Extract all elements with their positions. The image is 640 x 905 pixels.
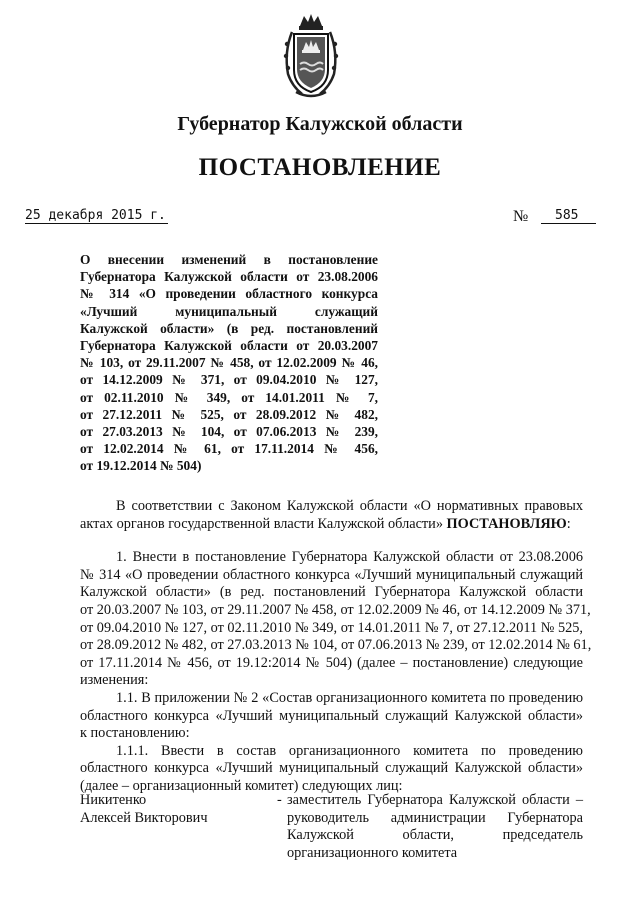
document-number-label: № xyxy=(513,208,529,225)
member-name xyxy=(80,792,208,827)
member-position-line: организационного комитета xyxy=(287,844,458,861)
heading-line: О внесении изменений в постановление xyxy=(80,252,378,267)
item-1-1-1-line: (далее – организационный комитет) следующих лиц: xyxy=(80,777,403,794)
heading-line: Губернатора Калужской области от 20.03.2007 xyxy=(80,337,378,353)
coat-of-arms-icon xyxy=(282,12,340,100)
item-1-1-line: областного конкурса «Лучший муниципальный служащий Калужской области» xyxy=(80,707,583,724)
decree-word: ПОСТАНОВЛЯЮ xyxy=(446,515,567,532)
preamble-colon: : xyxy=(566,515,571,532)
document-date: 25 декабря 2015 г. xyxy=(25,208,166,223)
heading-line: Калужской области» (в ред. постановлений xyxy=(80,320,378,336)
member-dash: - xyxy=(277,792,282,808)
item-1-line: изменения: xyxy=(80,672,149,689)
member-surname: Никитенко xyxy=(80,792,147,808)
preamble-line xyxy=(80,516,583,534)
member-given-names: Алексей Викторович xyxy=(80,809,208,826)
item-1-line: № 314 «О проведении областного конкурса «Лучший муниципальный служащий xyxy=(80,566,583,583)
item-1-1-line: 1.1. В приложении № 2 «Состав организационного комитета по проведению xyxy=(116,689,583,706)
item-1-1-1-line: областного конкурса «Лучший муниципальный служащий Калужской области» xyxy=(80,760,583,777)
heading-line: от 27.12.2011 № 525, от 28.09.2012 № 482, xyxy=(80,406,378,422)
member-position-line: заместитель Губернатора Калужской области – xyxy=(287,792,583,808)
heading-line: от 02.11.2010 № 349, от 14.01.2011 № 7, xyxy=(80,389,378,405)
item-1-line: от 28.09.2012 № 482, от 27.03.2013 № 104, от 07.06.2013 № 239, от 12.02.2014 № 61, xyxy=(80,637,592,654)
item-1-line: 1. Внести в постановление Губернатора Калужской области от 23.08.2006 xyxy=(116,549,583,566)
item-1-1-line: к постановлению: xyxy=(80,725,190,742)
heading-line: «Лучший муниципальный служащий xyxy=(80,303,378,319)
governor-title: Губернатор Калужской области xyxy=(177,113,463,135)
item-1-line: от 20.03.2007 № 103, от 29.11.2007 № 458, от 12.02.2009 № 46, от 14.12.2009 № 371, xyxy=(80,601,591,618)
heading-line: от 27.03.2013 № 104, от 07.06.2013 № 239, xyxy=(80,423,378,439)
item-1-line: от 17.11.2014 № 456, от 19.12:2014 № 504) (далее – постановление) следующие xyxy=(80,654,583,671)
heading-line: от 12.02.2014 № 61, от 17.11.2014 № 456, xyxy=(80,441,378,457)
document-number: 585 xyxy=(541,208,596,224)
heading-line: от 19.12.2014 № 504) xyxy=(80,458,202,474)
heading-line: № 314 «О проведении областного конкурса xyxy=(80,286,378,302)
member-position-line: Калужской области, председатель xyxy=(287,827,583,844)
document-type: ПОСТАНОВЛЕНИЕ xyxy=(198,154,442,181)
document-body xyxy=(80,498,592,796)
preamble-line: В соответствии с Законом Калужской области «О нормативных правовых xyxy=(116,498,583,514)
item-1-line: от 09.04.2010 № 127, от 02.11.2010 № 349, от 14.01.2011 № 7, от 27.12.2011 № 525, xyxy=(80,619,583,636)
heading-line: № 103, от 29.11.2007 № 458, от 12.02.2009 № 46, xyxy=(80,355,378,371)
heading-line: Губернатора Калужской области от 23.08.2006 xyxy=(80,269,378,285)
item-1-line: Калужской области» (в ред. постановлений Губернатора Калужской области xyxy=(80,584,583,601)
heading-line: от 14.12.2009 № 371, от 09.04.2010 № 127, xyxy=(80,372,378,388)
member-position-line: руководитель администрации Губернатора xyxy=(287,809,583,826)
member-position xyxy=(287,792,583,862)
preamble-text: актах органов государственной власти Калужской области» xyxy=(80,515,443,532)
item-1-1-1-line: 1.1.1. Ввести в состав организационного комитета по проведению xyxy=(116,742,583,759)
document-heading xyxy=(80,251,378,474)
